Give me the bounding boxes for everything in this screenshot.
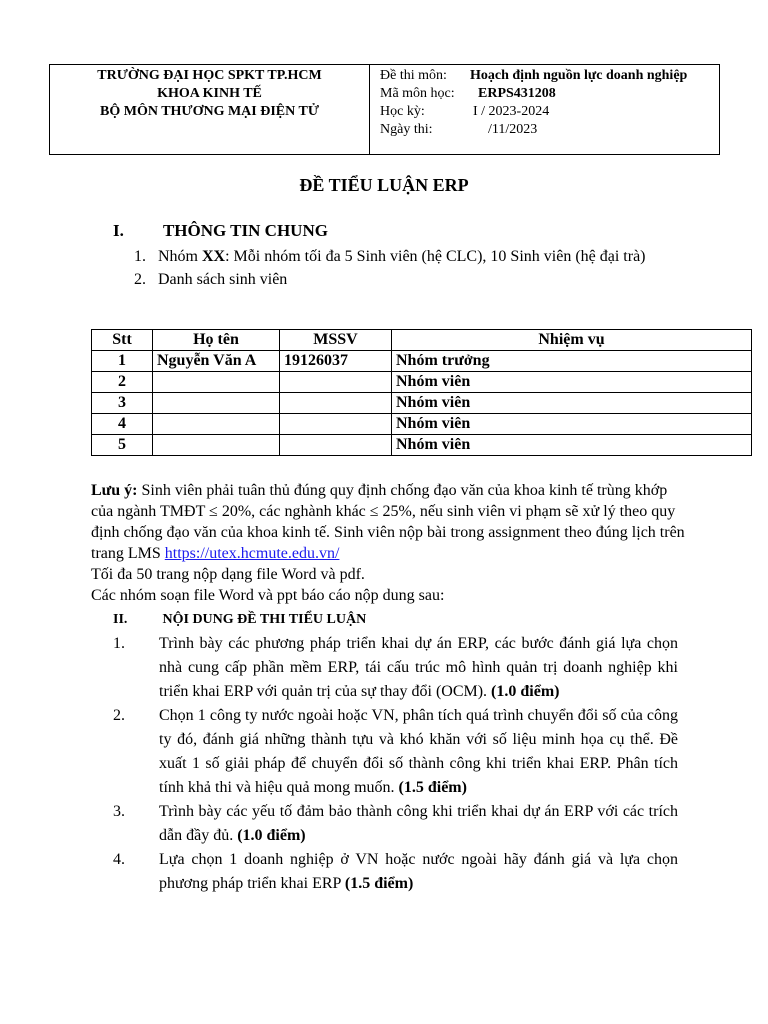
note-text: Sinh viên phải tuân thủ đúng quy định chống đạo văn của khoa kinh tế trùng khớp của ngành TMĐT ≤ 20%, các nghành khác ≤ 25%, nếu sinh viên vi phạm sẽ xử lý theo quy định chống đạo văn của khoa kinh tế. Sinh viên nộp bài trong assignment theo đúng lịch trên trang LMS: [91, 482, 685, 562]
lms-link[interactable]: https://utex.hcmute.edu.vn/: [164, 545, 340, 562]
exam-subject-value: Hoạch định nguồn lực doanh nghiệp: [470, 68, 688, 83]
table-row: 3 Nhóm viên: [92, 393, 752, 414]
course-code-row: [380, 85, 719, 103]
note-block: [91, 480, 691, 606]
section2-heading: [113, 612, 366, 628]
student-table: [91, 329, 752, 456]
table-header-row: [92, 330, 752, 351]
exam-header-box: [49, 64, 720, 155]
note-submission: Các nhóm soạn file Word và ppt báo cáo nộp dung sau:: [91, 587, 445, 604]
exam-subject-row: [380, 67, 719, 85]
note-paragraph: [91, 480, 691, 564]
question-points: (1.5 điểm): [398, 779, 467, 796]
section1-title: THÔNG TIN CHUNG: [162, 221, 328, 240]
header-task: Nhiệm vụ: [392, 330, 752, 351]
university-name: TRƯỜNG ĐẠI HỌC SPKT TP.HCM: [97, 68, 322, 83]
header-stt: Stt: [92, 330, 153, 351]
semester-row: [380, 103, 719, 121]
table-row: 1 Nguyễn Văn A 19126037 Nhóm trưởng: [92, 351, 752, 372]
header-mssv: MSSV: [280, 330, 392, 351]
section2-title: NỘI DUNG ĐỀ THI TIỂU LUẬN: [162, 612, 367, 627]
exam-info-block: [370, 65, 719, 154]
question-list: [113, 632, 678, 896]
section1-number: I.: [113, 221, 124, 240]
note-label: Lưu ý:: [91, 482, 138, 499]
general-info-list: [134, 245, 694, 291]
course-code-value: ERPS431208: [478, 86, 556, 101]
semester-label: Học kỳ:: [380, 104, 425, 119]
exam-date-row: [380, 121, 719, 139]
institution-block: [50, 65, 370, 154]
section1-heading: [113, 221, 328, 241]
table-row: 4 Nhóm viên: [92, 414, 752, 435]
question-item: 4. Lựa chọn 1 doanh nghiệp ở VN hoặc nước ngoài hãy đánh giá và lựa chọn phương pháp triển khai ERP (1.5 điểm): [113, 851, 678, 892]
course-code-label: Mã môn học:: [380, 86, 455, 101]
question-points: (1.0 điểm): [237, 827, 306, 844]
document-title: ĐỀ TIỂU LUẬN ERP: [299, 175, 469, 195]
semester-value: I / 2023-2024: [473, 104, 550, 119]
question-points: (1.0 điểm): [491, 683, 560, 700]
question-points: (1.5 điểm): [344, 875, 414, 892]
exam-date-label: Ngày thi:: [380, 122, 433, 137]
exam-subject-label: Đề thi môn:: [380, 68, 447, 83]
question-item: 1. Trình bày các phương pháp triển khai dự án ERP, các bước đánh giá lựa chọn nhà cung cấp phần mềm ERP, tái cấu trúc mô hình quản trị doanh nghiệp khi triển khai ERP với quản trị của sự thay đổi (OCM). (1.0 điểm): [113, 635, 678, 700]
table-row: 5 Nhóm viên: [92, 435, 752, 456]
header-name: Họ tên: [153, 330, 280, 351]
question-item: 2. Chọn 1 công ty nước ngoài hoặc VN, phân tích quá trình chuyển đổi số của công ty đó, đánh giá những thành tựu và khó khăn với số liệu minh họa cụ thể. Đề xuất 1 số giải pháp để chuyển đổi số thành công khi triển khai ERP. Phân tích tính khả thi và hiệu quả mong muốn. (1.5 điểm): [113, 707, 678, 796]
department-name: BỘ MÔN THƯƠNG MẠI ĐIỆN TỬ: [100, 104, 319, 119]
faculty-name: KHOA KINH TẾ: [157, 86, 262, 101]
exam-date-value: /11/2023: [488, 122, 538, 137]
list-item: 1. Nhóm XX: Mỗi nhóm tối đa 5 Sinh viên (hệ CLC), 10 Sinh viên (hệ đại trà): [134, 248, 646, 265]
list-item: 2. Danh sách sinh viên: [134, 271, 288, 288]
note-page-limit: Tối đa 50 trang nộp dạng file Word và pdf.: [91, 566, 365, 583]
table-row: 2 Nhóm viên: [92, 372, 752, 393]
section2-number: II.: [113, 612, 128, 627]
group-number: XX: [202, 248, 226, 265]
question-item: 3. Trình bày các yếu tố đảm bảo thành công khi triển khai dự án ERP với các trích dẫn đầy đủ. (1.0 điểm): [113, 803, 678, 844]
